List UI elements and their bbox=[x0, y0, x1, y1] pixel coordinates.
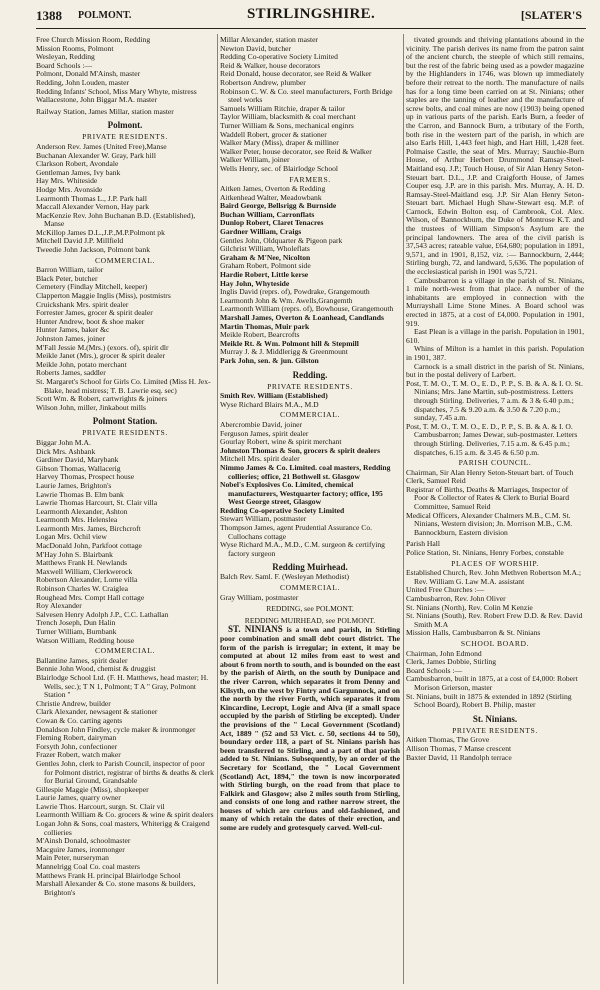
directory-entry: Gardner William, Craigs bbox=[220, 227, 302, 237]
directory-entry: Macguire James, ironmonger bbox=[36, 844, 125, 854]
directory-entry: Maxwell William, Clerkwerock bbox=[36, 566, 133, 576]
directory-entry: Aitken James, Overton & Redding bbox=[220, 184, 326, 194]
directory-entry: Learmonth Mrs. James, Birchcroft bbox=[36, 523, 141, 533]
subsection-heading: PLACES OF WORSHIP. bbox=[451, 558, 539, 568]
directory-entry: Gray William, postmaster bbox=[220, 592, 299, 602]
directory-entry: Wesleyan, Redding bbox=[36, 52, 95, 62]
directory-entry: Lawrie Thomas B. Elm bank bbox=[36, 489, 124, 499]
directory-entry: Matthews Frank H. principal Blairlodge School bbox=[36, 870, 181, 880]
description-paragraph: Carnock is a small district in the parish of St. Ninians, but in the postal delivery of Larbert. bbox=[406, 361, 584, 380]
directory-entry: St. Margaret's School for Girls Co. Limited (Miss H. Jex-Blake, head mistress; T. B. Lawrie esq. sec) bbox=[36, 376, 211, 395]
directory-entry: Redding Co-operative Society Limited bbox=[220, 505, 345, 515]
directory-entry: Redding, John Louden, master bbox=[36, 77, 130, 87]
directory-entry: Railway Station, James Millar, station master bbox=[36, 106, 174, 116]
directory-entry: Smith Rev. William (Established) bbox=[220, 391, 328, 401]
cross-reference: REDDING MUIRHEAD, see POLMONT. bbox=[244, 615, 376, 625]
directory-entry: Donaldson John Findley, cycle maker & ironmonger bbox=[36, 724, 196, 734]
directory-entry: Balch Rev. Saml. F. (Wesleyan Methodist) bbox=[220, 572, 350, 582]
directory-entry: St. Ninians (South), Rev. Robert Frew D.D. & Rev. David Smith M.A bbox=[406, 611, 583, 629]
subsection-heading: SCHOOL BOARD. bbox=[460, 638, 530, 648]
subsection-heading: PRIVATE RESIDENTS. bbox=[452, 725, 538, 735]
section-heading: Redding. bbox=[292, 369, 328, 380]
directory-entry: Logan Mrs. Ochil view bbox=[36, 532, 107, 542]
column-divider bbox=[403, 34, 404, 984]
directory-entry: Park John, sen. & jun. Gilston bbox=[220, 355, 319, 365]
directory-entry: Cruickshank Mrs. spirit dealer bbox=[36, 299, 129, 309]
directory-entry: Mission Halls, Cambusbarron & St. Ninians bbox=[406, 628, 541, 638]
directory-entry: Hay John, Whyteside bbox=[220, 278, 290, 288]
subsection-heading: PRIVATE RESIDENTS. bbox=[82, 428, 168, 438]
directory-entry: Parish Hall bbox=[406, 539, 440, 549]
directory-entry: Watson William, Redding house bbox=[36, 635, 135, 645]
directory-entry: Clarkson Robert, Avondale bbox=[36, 159, 119, 169]
section-heading: Polmont. bbox=[107, 120, 143, 131]
directory-entry: Robinson C. W. & Co. steel manufacturers, Forth Bridge steel works bbox=[220, 86, 393, 105]
directory-entry: Mission Rooms, Polmont bbox=[36, 43, 114, 53]
directory-entry: Gourlay Robert, wine & spirit merchant bbox=[220, 437, 342, 447]
directory-entry: Johnston Thomas & Son, grocers & spirit dealers bbox=[220, 445, 381, 455]
directory-entry: Laurie James, quarry owner bbox=[36, 793, 121, 803]
running-place: POLMONT. bbox=[78, 10, 132, 21]
directory-entry: Polmont, Donald M'Ainsh, master bbox=[36, 69, 141, 79]
directory-entry: Hunter James, baker &c bbox=[36, 325, 110, 335]
directory-entry: Main Peter, nurseryman bbox=[36, 853, 109, 863]
directory-entry: Ferguson James, spirit dealer bbox=[220, 428, 309, 438]
directory-entry: Roughead Mrs. Compt Hall cottage bbox=[36, 592, 145, 602]
directory-entry: Nimmo James & Co. Limited. coal masters, Redding collieries; office, 21 Bothwell st. Glasgow bbox=[220, 462, 391, 481]
directory-entry: Wells Henry, sec. of Blairlodge School bbox=[220, 163, 339, 173]
directory-entry: Taylor William, blacksmith & coal merchant bbox=[220, 112, 356, 122]
directory-entry: Marshall Alexander & Co. stone masons & builders, Brighton's bbox=[36, 879, 196, 897]
section-heading: St. Ninians. bbox=[472, 713, 518, 724]
directory-entry: MacDonald John, Parkfoot cottage bbox=[36, 541, 142, 551]
directory-entry: Wyse Richard Blairs M.A., M.D bbox=[220, 399, 319, 409]
column-divider bbox=[217, 34, 218, 984]
directory-entry: Walker Peter, house decorator, see Reid & Walker bbox=[220, 146, 372, 156]
publisher-mark: [SLATER'S bbox=[520, 8, 582, 22]
directory-entry: Clerk, Samuel Reid bbox=[406, 476, 466, 486]
directory-entry: Learmonth John & Wm. Awells,Grangemth bbox=[220, 295, 353, 305]
directory-entry: Wyse Richard M.A., M.D., C.M. surgeon & certifying factory surgeon bbox=[220, 540, 385, 558]
directory-entry: St. Ninians, built in 1875 & extended in 1892 (Stirling School Board), Robert B. Philip, master bbox=[406, 691, 572, 710]
directory-entry: Learmonth Thomas L., J.P. Park hall bbox=[36, 193, 148, 203]
page-header bbox=[36, 6, 586, 26]
subsection-heading: PRIVATE RESIDENTS. bbox=[82, 132, 168, 142]
directory-entry: Graham & M'Nee, Nicolton bbox=[220, 252, 311, 262]
directory-entry: Gardiner David, Marybank bbox=[36, 455, 119, 465]
directory-entry: Forrester James, grocer & spirit dealer bbox=[36, 308, 153, 318]
subsection-heading: FARMERS. bbox=[289, 174, 331, 184]
directory-entry: Hodge Mrs. Avonside bbox=[36, 184, 103, 194]
directory-entry: Post, T. M. O., T. M. O., E. D., P. P., S. B. & A. & I. O. St. Ninians; Mrs. Jane Martin, sub-postmistress. Letters through Stirling. Deliveries, 7 a.m. & 3 & 6.40 p.m.; dispatches, 7.5 & 9.20 a.m. & 3.50 & 7.20 p.m.; sunday, 7.45 a.m. bbox=[406, 378, 583, 423]
directory-entry: Tweedie John Jackson, Polmont bank bbox=[36, 245, 150, 255]
directory-entry: Clark Alexander, newsagent & stationer bbox=[36, 707, 158, 717]
directory-entry: Cowan & Co. carting agents bbox=[36, 715, 123, 725]
directory-entry: Gilchrist William, Wholeflats bbox=[220, 244, 310, 254]
directory-entry: Buchanan Alexander W. Gray, Park hill bbox=[36, 150, 156, 160]
directory-entry: Abercrombie David, joiner bbox=[220, 419, 303, 429]
directory-entry: Reid & Walker, house decorators bbox=[220, 60, 321, 70]
directory-entry: Walker William, joiner bbox=[220, 155, 290, 165]
directory-entry: Robertson Alexander, Lorne villa bbox=[36, 575, 138, 585]
directory-entry: Lawrie Thos. Harcourt, surgn. St. Clair vil bbox=[36, 801, 165, 811]
directory-entry: Mitchell Mrs. spirit dealer bbox=[220, 454, 300, 464]
directory-entry: Buchan William, Carronflats bbox=[220, 209, 315, 219]
directory-entry: Established Church, Rev. John Methven Robertson M.A.; Rev. William G. Law M.A. assistant bbox=[406, 568, 581, 586]
directory-entry: Cemetery (Findlay Mitchell, keeper) bbox=[36, 282, 148, 292]
directory-entry: Meikle Rt. & Wm. Polmont hill & Stepmill bbox=[220, 338, 359, 348]
column-right bbox=[406, 36, 584, 982]
directory-entry: Learmonth William & Co. grocers & wine & spirit dealers bbox=[36, 810, 214, 820]
directory-entry: Roberts James, saddler bbox=[36, 368, 106, 378]
directory-entry: Trench Joseph, Dun Halin bbox=[36, 618, 116, 628]
section-heading: Polmont Station. bbox=[92, 416, 158, 427]
directory-entry: Anderson Rev. James (United Free),Manse bbox=[36, 141, 167, 151]
directory-entry: Samuels William Ritchie, draper & tailor bbox=[220, 103, 345, 113]
directory-entry: Turner William & Sons, mechanical enginrs bbox=[220, 120, 354, 130]
directory-entry: Board Schools :— bbox=[36, 60, 93, 70]
page-number: 1388 bbox=[36, 8, 62, 23]
description-paragraph: Cambusbarron is a village in the parish of St. Ninians, 1 mile north-west from that place. A number of the inhabitants are employed in connection with the Murrayshall Lime Stone Mines. A Board school was erected in 1875, at a cost of £4,000. Population in 1901, 919. bbox=[406, 275, 584, 328]
description-paragraph: Whins of Milton is a hamlet in this parish. Population in 1901, 387. bbox=[406, 344, 584, 362]
directory-entry: Gentles John, clerk to Parish Council, inspector of poor for Polmont district, registrar of births & deaths & clerk for Burial Ground, Grandsable bbox=[36, 758, 214, 786]
column-middle bbox=[220, 36, 400, 982]
directory-entry: Meikle Janet (Mrs.), grocer & spirit dealer bbox=[36, 351, 166, 361]
directory-entry: Aitkenhead Walter, Meadowbank bbox=[220, 192, 322, 202]
directory-entry: Board Schools :— bbox=[406, 665, 463, 675]
directory-entry: Chairman, Sir Alan Henry Seton-Steuart bart. of Touch bbox=[406, 467, 574, 477]
section-heading: Redding Muirhead. bbox=[272, 562, 348, 573]
directory-entry: Registrar of Births, Deaths & Marriages, Inspector of Poor & Collector of Rates & Clerk to Burial Board Committee, Samuel Reid bbox=[406, 484, 570, 512]
directory-entry: Free Church Mission Room, Redding bbox=[36, 36, 151, 44]
directory-entry: Police Station, St. Ninians, Henry Forbes, constable bbox=[406, 548, 564, 558]
directory-entry: Turner William, Burnbank bbox=[36, 627, 117, 636]
directory-entry: Barron William, tailor bbox=[36, 265, 104, 275]
directory-entry: Learmonth William (reprs. of), Bowhouse, Grangemouth bbox=[220, 304, 394, 314]
directory-entry: Dick Mrs. Ashbank bbox=[36, 446, 96, 456]
directory-entry: Chairman, John Edmond bbox=[406, 648, 482, 658]
directory-entry: Black Peter, butcher bbox=[36, 273, 98, 283]
directory-entry: Redding Infants' School, Miss Mary Whyte, mistress bbox=[36, 86, 197, 96]
directory-entry: Learmonth Mrs. Helenslea bbox=[36, 515, 118, 525]
directory-entry: Inglis David (reprs. of), Powdrake, Grangemouth bbox=[220, 287, 370, 297]
subsection-heading: COMMERCIAL. bbox=[95, 255, 155, 265]
directory-entry: Gentles John, Oldquarter & Pigeon park bbox=[220, 235, 343, 245]
directory-entry: M'Ainsh Donald, schoolmaster bbox=[36, 836, 131, 846]
directory-entry: Martin Thomas, Muir park bbox=[220, 321, 310, 331]
directory-entry: Stewart William, postmaster bbox=[220, 514, 307, 524]
directory-entry: Nobel's Explosives Co. Limited, chemical manufacturers, Westquarter factory; office, 195 West George street, Glasgow bbox=[220, 480, 383, 507]
directory-entry: Redding Co-operative Society Limited bbox=[220, 52, 338, 62]
directory-entry: Biggar John M.A. bbox=[36, 437, 91, 447]
description-paragraph: tivated grounds and thriving plantations abound in the vicinity. The parish derives its name from the patron saint of the ancient church, the steeple of which still remains, but the rest of the fabric being used as a powder magazine by the Highlanders in 1746, was blown up immediately before their retreat to the north. The manufacture of nails has for a long time been carried on at St. Ninians; other staples are the tanning of leather and the manufacture of screw bolts, and coal mines are now (1903) being opened up in various parts of the parish. Earls Burn, a feeder of the Carron, and Bannock Burn, a tributary of the Forth, both rise in the western part of the parish, in which are also Earls Hill, 1,443 feet high, and Hart Hill, 1,428 feet. Polmaise Castle, the seat of Mrs. Murray; Sauchie-Burn House, of Arthur Herbert Drummond Ramsay-Steel-Maitland esq. J.P.; Touch House, of Sir Alan Henry Seton-Steuart bart. D.L., J.P. and Craigforth House, of James Couper esq. J.P. are in this parish. Mrs. Murray, A. H. D. Ramsay-Steel-Maitland esq. J.P. Sir Alan Henry Seton-Steuart bart. Michael Hugh Shaw-Stewart esq. M.P. of Carnock, Edwin Bolton esq. of Cambrook, Col. Alex. Wilson, of Bannockburn, the Duke of Montrose K.T. and the trustees of William Simpson's Asylum are the principal landowners. The area of the civil parish is 37,543 acres; rateable value, £64,680; population in 1891, 9,571, and in 1901, 8,152, viz. :— Bannockburn, 2,444; Stirling burgh, 72, and landward, 5,636. The population of the ecclesiastical parish in 1901 was 5,721. bbox=[406, 36, 584, 277]
directory-entry: Medical Officers, Alexander Chalmers M.B., C.M. St. Ninians, Western division; Jn. Morrison M.B., C.M. Bannockburn, Eastern division bbox=[406, 510, 573, 537]
directory-entry: Bennie John Wood, chemist & druggist bbox=[36, 664, 156, 674]
directory-entry: Hardie Robert, Little kerse bbox=[220, 270, 309, 280]
directory-entry: Cambusbarron, built in 1875, at a cost of £4,000: Robert Morison Grierson, master bbox=[406, 674, 578, 692]
directory-entry: McKillop James D.L.,J.P.,M.P.Polmont pk bbox=[36, 227, 165, 237]
directory-entry: Baird George, Bellsrigg & Burnside bbox=[220, 201, 337, 211]
place-description-text: is a town and parish, in Stirling poor combination and small debt court district. The form of the parish is irregular; in extent, it may be computed at about 12 miles from east to west and about 6 from north to south, and is bounded on the east by the parish of Airth, on the south by Dunipace and the river Carron, which separates it from Denny and Kilsyth, on the west by Fintry and Gargunnock, and on the north by the river Forth, which separates it from Kincardine, Lecropt, Logie and Alva (if a small space occupied by the parish of Stirling be excepted). Under the provisions of the " Local Government (Scotland) Act, 1889 " (52 and 53 Vict. c. 50, sections 44 to 50), boundary order 118, a part of St. Ninians parish has been transferred to Stirling, and a part of that parish added to St. Ninians. Subsequently, by an order of the Secretary for Scotland, the " Local Government (Scotland) Act, 1894," the town is now incorporated with Stirling burgh, on the road from that place to Falkirk and Glasgow; also 2 miles south from Stirling, and consists of one long and rather narrow street, the houses of which are curious and old-fashioned, and many of which retain the dates of their erection, and some are rudely and grotesquely carved. Well-cul- bbox=[220, 625, 400, 833]
directory-entry: Cambusbarron, Rev. John Oliver bbox=[406, 594, 506, 603]
directory-entry: Walker Mary (Miss), draper & milliner bbox=[220, 138, 339, 148]
place-name: ST. NINIANS bbox=[228, 624, 283, 635]
directory-entry: Mitchell David J.P. Millfield bbox=[36, 236, 124, 246]
directory-entry: Mannelrigg Coal Co. coal masters bbox=[36, 862, 140, 872]
subsection-heading: COMMERCIAL. bbox=[280, 583, 340, 593]
directory-entry: Scott Wm. & Robert, cartwrights & joiners bbox=[36, 394, 168, 404]
subsection-heading: PARISH COUNCIL. bbox=[458, 458, 532, 468]
directory-entry: Murray J. & J. Middlerigg & Greenmount bbox=[220, 347, 348, 357]
directory-entry: Roy Alexander bbox=[36, 601, 82, 611]
directory-entry: Blairlodge School Ltd. (F. H. Matthews, head master; H. Wells, sec.); T N 1, Polmont; T A " Gray, Polmont Station " bbox=[36, 672, 209, 700]
place-description bbox=[220, 625, 400, 832]
directory-entry: Post, T. M. O., T. M. O., E. D., P. P., S. B. & A. & I. O. Cambusbarron; James Dewar, sub-postmaster. Letters through Stirling. Deliveries, 7.15 a.m. & 6.45 p.m.; dispatches, 6.15 a.m. & 3.45 & 6.50 p.m. bbox=[406, 421, 578, 457]
directory-entry: Christie Andrew, builder bbox=[36, 698, 111, 708]
directory-entry: Waddell Robert, grocer & stationer bbox=[220, 129, 327, 139]
directory-entry: Laurie James, Brighton's bbox=[36, 480, 112, 490]
directory-entry: Lawrie Thomas Harcourt, St. Clair villa bbox=[36, 498, 158, 508]
directory-entry: Thompson James, agent Prudential Assurance Co. Cullochans cottage bbox=[220, 523, 373, 541]
column-left bbox=[36, 36, 214, 982]
directory-entry: MacKenzie Rev. John Buchanan B.D. (Established), Manse bbox=[36, 210, 196, 229]
description-paragraph: East Plean is a village in the parish. Population in 1901, 610. bbox=[406, 327, 584, 345]
directory-entry: Gentleman James, Ivy bank bbox=[36, 167, 121, 177]
directory-entry: Fleming Robert, dairyman bbox=[36, 733, 117, 743]
directory-entry: Gillespie Maggie (Miss), shopkeeper bbox=[36, 784, 149, 794]
directory-entry: Frazer Robert, watch maker bbox=[36, 750, 121, 760]
directory-entry: St. Ninians (North), Rev. Colin M Kenzie bbox=[406, 602, 533, 612]
directory-entry: Hunter Andrew, boot & shoe maker bbox=[36, 316, 145, 326]
directory-entry: Harvey Thomas, Prospect house bbox=[36, 472, 135, 482]
cross-reference: REDDING, see POLMONT. bbox=[266, 604, 354, 614]
directory-entry: M'Fall Jessie M.(Mrs.) (exors. of), spirit dlr bbox=[36, 342, 169, 352]
subsection-heading: COMMERCIAL. bbox=[95, 646, 155, 656]
subsection-heading: PRIVATE RESIDENTS. bbox=[267, 381, 353, 391]
directory-entry: Matthews Frank H. Newlands bbox=[36, 558, 128, 568]
directory-entry: Reid Donald, house decorator, see Reid & Walker bbox=[220, 69, 372, 79]
directory-entry: Maccall Alexander Vernon, Hay park bbox=[36, 202, 150, 212]
directory-entry: Clapperton Maggie Inglis (Miss), postmistrs bbox=[36, 291, 171, 301]
directory-entry: Johnston James, joiner bbox=[36, 334, 105, 343]
directory-entry: Allison Thomas, 7 Manse crescent bbox=[406, 743, 512, 753]
directory-entry: Learmonth Alexander, Ashton bbox=[36, 506, 128, 516]
directory-entry: Logan John & Sons, coal masters, Whiterigg & Craigend collieries bbox=[36, 819, 210, 837]
directory-entry: M'Hay John S. Blairbank bbox=[36, 549, 113, 559]
directory-entry: Robertson Andrew, plumber bbox=[220, 77, 306, 87]
directory-entry: Wallacestone, John Biggar M.A. master bbox=[36, 95, 158, 105]
directory-entry: Aitken Thomas, The Grove bbox=[406, 735, 490, 745]
directory-entry: Hay Mrs. Whiteside bbox=[36, 176, 98, 186]
directory-entry: Newton David, butcher bbox=[220, 43, 292, 53]
directory-entry: Ballantine James, spirit dealer bbox=[36, 655, 128, 665]
directory-entry: Gibson Thomas, Wallacerig bbox=[36, 463, 121, 473]
directory-entry: Meikle John, potato merchant bbox=[36, 359, 127, 369]
directory-entry: Robinson Charles W. Craiglea bbox=[36, 584, 128, 594]
directory-entry: Graham Robert, Polmont side bbox=[220, 261, 311, 271]
directory-entry: Clerk, James Dobbie, Stirling bbox=[406, 657, 497, 667]
directory-entry: Millar Alexander, station master bbox=[220, 36, 318, 44]
header-rule bbox=[36, 28, 586, 29]
directory-entry: Meikle Robert, Bearcrofts bbox=[220, 330, 300, 340]
subsection-heading: COMMERCIAL. bbox=[280, 410, 340, 420]
directory-entry: United Free Churches :— bbox=[406, 585, 485, 595]
directory-entry: Forsyth John, confectioner bbox=[36, 741, 118, 751]
directory-entry: Baxter David, 11 Randolph terrace bbox=[406, 752, 512, 762]
directory-entry: Dunlop Robert, Claret Tenacres bbox=[220, 218, 324, 228]
directory-entry: Wilson John, miller, Jinkabout mills bbox=[36, 402, 146, 412]
directory-entry: Salvesen Henry Adolph J.P., C.C. Lathallan bbox=[36, 609, 169, 619]
county-title: STIRLINGSHIRE. bbox=[247, 6, 375, 22]
directory-entry: Marshall James, Overton & Loanhead, Candlands bbox=[220, 313, 384, 322]
